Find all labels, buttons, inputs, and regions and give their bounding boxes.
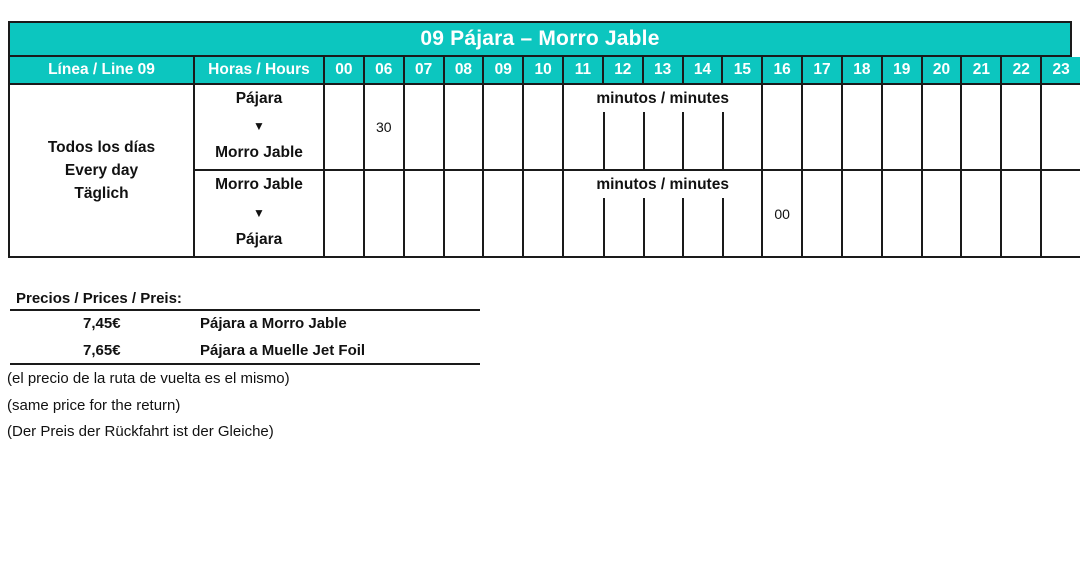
time-cell: 30 <box>363 85 403 171</box>
time-cell <box>363 171 403 258</box>
timetable-title: 09 Pájara – Morro Jable <box>8 21 1072 57</box>
time-cell <box>960 171 1000 258</box>
hour-header: 14 <box>682 57 722 85</box>
minutes-columns <box>564 198 761 256</box>
hour-header: 19 <box>881 57 921 85</box>
route-destination: Morro Jable <box>215 144 303 161</box>
hours-header: Horas / Hours <box>193 57 323 85</box>
time-cell <box>1040 85 1080 171</box>
minutes-label: minutos / minutes <box>596 89 729 107</box>
hour-header: 23 <box>1040 57 1080 85</box>
minutes-span <box>562 85 761 171</box>
hour-header: 21 <box>960 57 1000 85</box>
time-cell: 00 <box>761 171 801 258</box>
minute-subcell <box>643 112 682 169</box>
route-destination: Pájara <box>235 231 283 248</box>
minute-subcell <box>603 112 642 169</box>
time-cell <box>443 85 483 171</box>
time-cell <box>323 85 363 171</box>
divider <box>10 309 480 311</box>
time-cell <box>482 85 522 171</box>
days-line: Every day <box>64 162 139 179</box>
time-cell <box>801 85 841 171</box>
price-value: 7,45€ <box>83 315 121 332</box>
hour-header: 06 <box>363 57 403 85</box>
minute-subcell <box>643 198 682 256</box>
hour-header: 18 <box>841 57 881 85</box>
time-cell <box>443 171 483 258</box>
minute-subcell <box>564 198 603 256</box>
hour-header: 08 <box>443 57 483 85</box>
hour-header: 20 <box>921 57 961 85</box>
time-cell <box>881 85 921 171</box>
hour-header: 00 <box>323 57 363 85</box>
time-cell <box>403 85 443 171</box>
line-header: Línea / Line 09 <box>8 57 193 85</box>
time-cell <box>323 171 363 258</box>
hour-header: 13 <box>642 57 682 85</box>
hour-header: 12 <box>602 57 642 85</box>
down-arrow-icon: ▼ <box>253 119 265 133</box>
time-cell <box>1000 85 1040 171</box>
route-cell-return <box>193 171 323 258</box>
hour-header: 11 <box>562 57 602 85</box>
days-cell <box>8 85 193 258</box>
time-cell <box>841 171 881 258</box>
price-route: Pájara a Muelle Jet Foil <box>200 342 366 359</box>
price-value: 7,65€ <box>83 342 121 359</box>
time-cell <box>1000 171 1040 258</box>
timetable-grid <box>8 57 1080 258</box>
hour-header: 09 <box>482 57 522 85</box>
time-cell <box>522 85 562 171</box>
prices-heading: Precios / Prices / Preis: <box>16 290 182 307</box>
return-price-note-es: (el precio de la ruta de vuelta es el mismo) <box>7 370 290 387</box>
return-price-note-en: (same price for the return) <box>7 397 181 414</box>
time-cell <box>841 85 881 171</box>
hour-header: 22 <box>1000 57 1040 85</box>
route-origin: Pájara <box>235 90 283 107</box>
time-cell <box>960 85 1000 171</box>
minutes-columns <box>564 112 761 169</box>
minute-subcell <box>564 112 603 169</box>
minutes-span <box>562 171 761 258</box>
time-cell <box>881 171 921 258</box>
minute-subcell <box>722 198 761 256</box>
minute-subcell <box>682 198 721 256</box>
minutes-label: minutos / minutes <box>596 175 729 193</box>
route-origin: Morro Jable <box>215 176 303 193</box>
hour-header: 15 <box>721 57 761 85</box>
hour-header: 07 <box>403 57 443 85</box>
time-cell <box>1040 171 1080 258</box>
minute-subcell <box>603 198 642 256</box>
time-cell <box>921 171 961 258</box>
hour-header: 10 <box>522 57 562 85</box>
divider <box>10 363 480 365</box>
prices-section <box>0 289 482 454</box>
minute-subcell <box>682 112 721 169</box>
hour-header: 16 <box>761 57 801 85</box>
minute-subcell <box>722 112 761 169</box>
time-cell <box>921 85 961 171</box>
time-cell <box>482 171 522 258</box>
time-cell <box>403 171 443 258</box>
hour-header: 17 <box>801 57 841 85</box>
price-route: Pájara a Morro Jable <box>200 315 347 332</box>
return-price-note-de: (Der Preis der Rückfahrt ist der Gleiche) <box>7 423 274 440</box>
time-cell <box>761 85 801 171</box>
days-line: Täglich <box>74 185 129 202</box>
days-line: Todos los días <box>47 139 156 156</box>
time-cell <box>801 171 841 258</box>
down-arrow-icon: ▼ <box>253 205 265 220</box>
timetable <box>8 21 1080 258</box>
time-cell <box>522 171 562 258</box>
route-cell-outbound <box>193 85 323 171</box>
